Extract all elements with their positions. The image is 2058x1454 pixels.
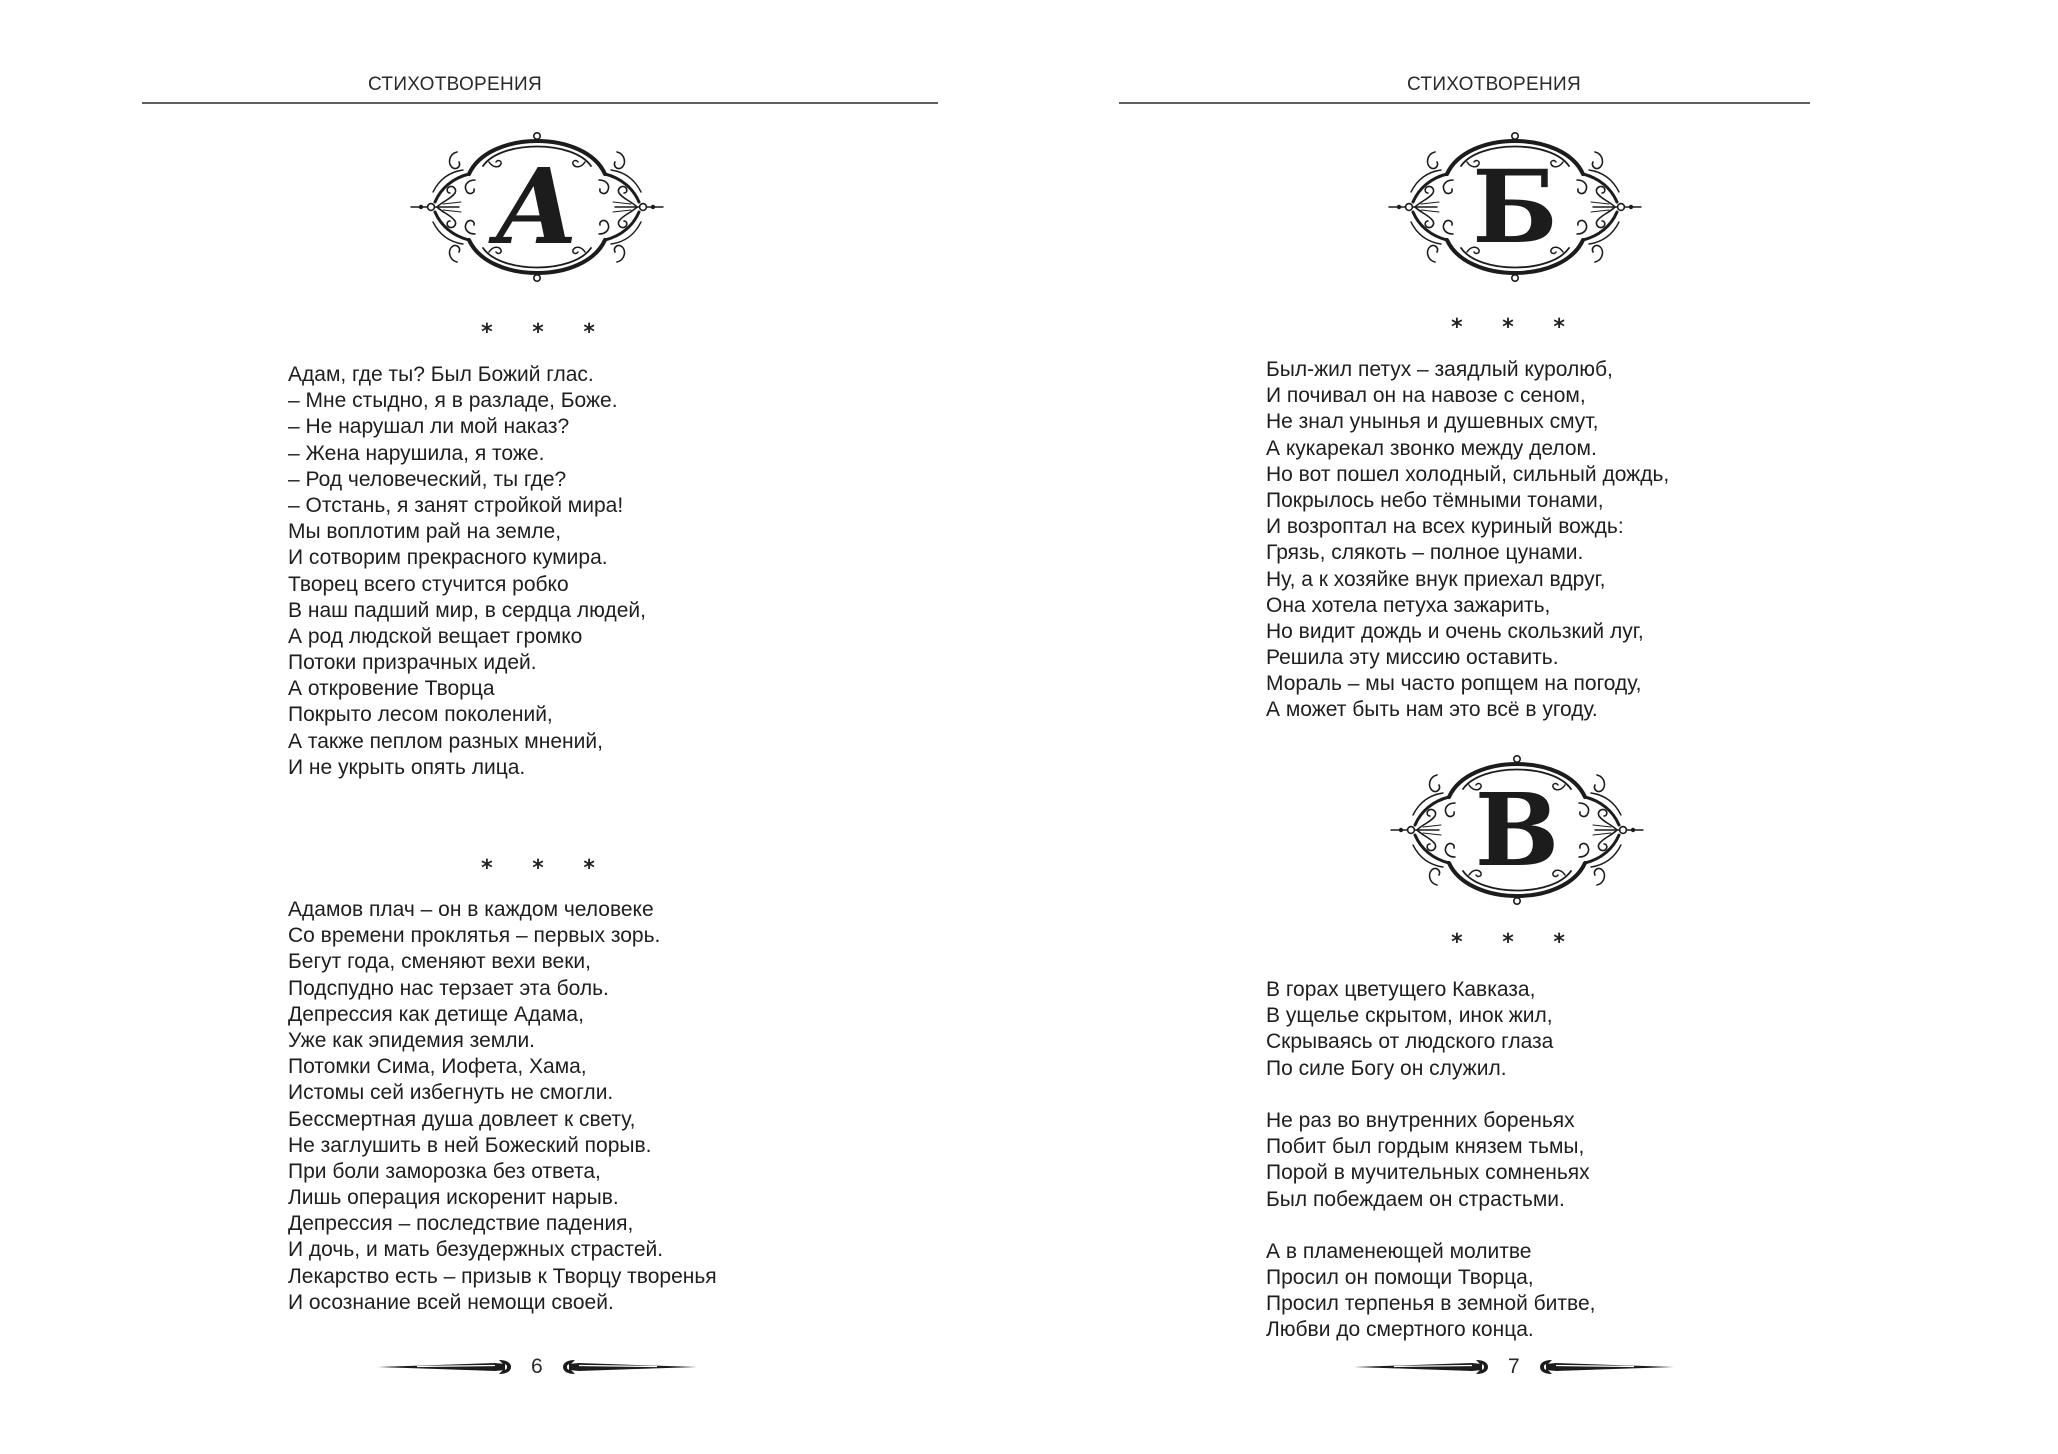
arrow-flourish-right-icon <box>1354 1359 1490 1375</box>
page-number: 6 <box>531 1355 543 1378</box>
poem-line: Бессмертная душа довлеет к свету, <box>288 1107 636 1131</box>
poem-line: Но видит дождь и очень скользкий луг, <box>1266 619 1644 643</box>
poem-line: – Род человеческий, ты где? <box>288 467 567 491</box>
poem-line: Порой в мучительных сомненьях <box>1266 1161 1590 1185</box>
arrow-flourish-left-icon <box>1538 1359 1674 1375</box>
poem-line: Лишь операция искоренит нарыв. <box>288 1186 619 1210</box>
poem <box>1266 977 1595 1344</box>
poem-line: – Жена нарушила, я тоже. <box>288 441 545 465</box>
poem-line: И почивал он на навозе с сеном, <box>1266 384 1586 408</box>
arrow-flourish-right-icon <box>377 1359 513 1375</box>
poem <box>288 897 717 1316</box>
poem-line: Ну, а к хозяйке внук приехал вдруг, <box>1266 567 1606 591</box>
poem-line: Просил он помощи Творца, <box>1266 1266 1534 1290</box>
poem-line: При боли заморозка без ответа, <box>288 1159 601 1183</box>
poem-line: По силе Богу он служил. <box>1266 1056 1507 1080</box>
poem-line: А также пеплом разных мнений, <box>288 729 603 753</box>
poem-line: Не раз во внутренних бореньях <box>1266 1108 1575 1132</box>
page-footer <box>377 1352 697 1382</box>
running-head: СТИХОТВОРЕНИЯ <box>1407 74 1581 95</box>
poem-line: Грязь, слякоть – полное цунами. <box>1266 541 1584 565</box>
section-separator: * * * <box>1451 930 1581 955</box>
poem-line: Со времени проклятья – первых зорь. <box>288 924 661 948</box>
drop-cap-letter: В <box>1474 771 1560 889</box>
drop-cap-b <box>1387 122 1643 292</box>
poem-line: А в пламенеющей молитве <box>1266 1239 1532 1263</box>
poem-line: А откровение Творца <box>288 677 495 701</box>
running-head: СТИХОТВОРЕНИЯ <box>368 74 542 95</box>
poem-line: Подспудно нас терзает эта боль. <box>288 976 609 1000</box>
poem-line: – Не нарушал ли мой наказ? <box>288 415 570 439</box>
poem-line: Покрылось небо тёмными тонами, <box>1266 488 1604 512</box>
poem-line: Был-жил петух – заядлый куролюб, <box>1266 358 1613 381</box>
poem <box>1266 357 1669 724</box>
poem-line: И сотворим прекрасного кумира. <box>288 546 608 570</box>
poem-line: В ущелье скрытом, инок жил, <box>1266 1004 1553 1028</box>
section-separator: * * * <box>481 856 611 881</box>
drop-cap-v <box>1389 745 1645 915</box>
poem-line: Любви до смертного конца. <box>1266 1318 1534 1342</box>
poem-line: Скрываясь от людского глаза <box>1266 1030 1554 1054</box>
poem-line: Покрыто лесом поколений, <box>288 703 553 727</box>
poem-line: И осознание всей немощи своей. <box>288 1290 614 1314</box>
right-page <box>1029 0 2058 1454</box>
poem-line: И дочь, и мать безудержных страстей. <box>288 1238 664 1262</box>
poem-line: Творец всего стучится робко <box>288 572 569 596</box>
poem-line: Адамов плач – он в каждом человеке <box>288 898 654 921</box>
poem-line: Но вот пошел холодный, сильный дождь, <box>1266 462 1670 486</box>
drop-cap-a <box>409 122 665 292</box>
poem-line: Не заглушить в ней Божеский порыв. <box>288 1133 652 1157</box>
poem-line: А род людской вещает громко <box>288 624 583 648</box>
poem-line: – Мне стыдно, я в разладе, Боже. <box>288 389 618 413</box>
stanza-break <box>1266 1082 1595 1108</box>
poem-line: Потомки Сима, Иофета, Хама, <box>288 1055 587 1079</box>
poem-line: Бегут года, сменяют вехи веки, <box>288 950 591 974</box>
poem-line: Мораль – мы часто ропщем на погоду, <box>1266 672 1642 696</box>
section-separator: * * * <box>481 320 611 345</box>
poem-line: Был побеждаем он страстьми. <box>1266 1187 1565 1211</box>
poem-line: Мы воплотим рай на земле, <box>288 520 562 544</box>
poem-line: Адам, где ты? Был Божий глас. <box>288 363 594 386</box>
poem-line: Решила эту миссию оставить. <box>1266 646 1559 670</box>
poem-line: Депрессия как детище Адама, <box>288 1002 584 1026</box>
page-number: 7 <box>1508 1355 1520 1378</box>
poem-line: Потоки призрачных идей. <box>288 651 537 675</box>
drop-cap-letter: А <box>494 145 580 268</box>
poem-line: Депрессия – последствие падения, <box>288 1212 634 1236</box>
poem-line: Побит был гордым князем тьмы, <box>1266 1135 1585 1159</box>
poem-line: Уже как эпидемия земли. <box>288 1028 536 1052</box>
poem-line: В горах цветущего Кавказа, <box>1266 978 1536 1001</box>
poem-line: А может быть нам это всё в угоду. <box>1266 698 1598 722</box>
poem-line: Не знал унынья и душевных смут, <box>1266 410 1599 434</box>
poem-line: В наш падший мир, в сердца людей, <box>288 598 646 622</box>
poem-line: А кукарекал звонко между делом. <box>1266 436 1597 460</box>
poem-line: Лекарство есть – призыв к Творцу творенья <box>288 1264 717 1288</box>
poem-line: Просил терпенья в земной битве, <box>1266 1292 1596 1316</box>
section-separator: * * * <box>1451 315 1581 340</box>
poem-line: Истомы сей избегнуть не смогли. <box>288 1081 614 1105</box>
drop-cap-letter: Б <box>1472 148 1558 266</box>
poem-line: И не укрыть опять лица. <box>288 755 526 779</box>
stanza-break <box>1266 1213 1595 1239</box>
header-rule <box>142 102 938 104</box>
poem-line: Она хотела петуха зажарить, <box>1266 593 1551 617</box>
header-rule <box>1119 102 1810 104</box>
poem-line: – Отстань, я занят стройкой мира! <box>288 493 624 517</box>
page-footer <box>1354 1352 1674 1382</box>
arrow-flourish-left-icon <box>561 1359 697 1375</box>
poem <box>288 362 646 781</box>
poem-line: И возроптал на всех куриный вождь: <box>1266 515 1624 539</box>
